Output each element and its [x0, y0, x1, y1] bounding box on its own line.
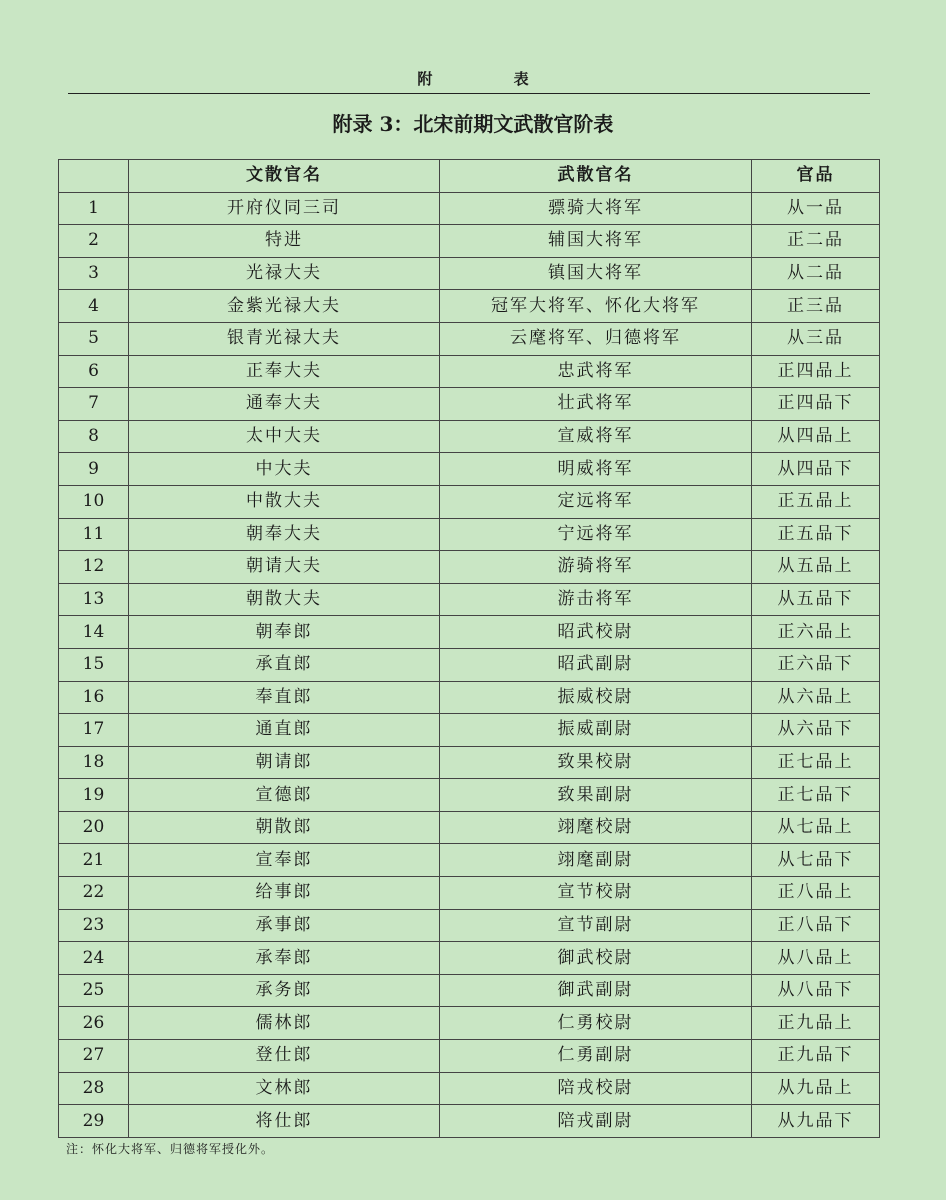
civil-title-cell: 奉直郎 [129, 681, 440, 714]
rank-cell: 从五品下 [752, 583, 880, 616]
rank-cell: 正七品下 [752, 779, 880, 812]
rank-cell: 从六品上 [752, 681, 880, 714]
table-header-row [59, 160, 880, 193]
table-row [59, 225, 880, 258]
table-row [59, 1007, 880, 1040]
table-row [59, 681, 880, 714]
table-row [59, 779, 880, 812]
civil-title-cell: 光禄大夫 [129, 257, 440, 290]
civil-title-cell: 正奉大夫 [129, 355, 440, 388]
military-title-cell: 御武校尉 [440, 942, 752, 975]
civil-title-cell: 宣奉郎 [129, 844, 440, 877]
civil-title-cell: 承奉郎 [129, 942, 440, 975]
row-index: 16 [59, 681, 129, 714]
civil-title-cell: 特进 [129, 225, 440, 258]
table-row [59, 453, 880, 486]
table-row [59, 290, 880, 323]
table-row [59, 1105, 880, 1138]
table-row [59, 518, 880, 551]
row-index: 19 [59, 779, 129, 812]
civil-title-cell: 银青光禄大夫 [129, 322, 440, 355]
civil-title-cell: 给事郎 [129, 877, 440, 910]
rank-cell: 正四品下 [752, 388, 880, 421]
row-index: 29 [59, 1105, 129, 1138]
civil-title-cell: 宣德郎 [129, 779, 440, 812]
table-row [59, 355, 880, 388]
military-title-cell: 翊麾校尉 [440, 811, 752, 844]
rank-cell: 从七品下 [752, 844, 880, 877]
military-title-cell: 明威将军 [440, 453, 752, 486]
row-index: 17 [59, 714, 129, 747]
rank-cell: 正三品 [752, 290, 880, 323]
row-index: 8 [59, 420, 129, 453]
military-title-cell: 忠武将军 [440, 355, 752, 388]
header-rule [68, 93, 870, 94]
row-index: 15 [59, 648, 129, 681]
table-row [59, 811, 880, 844]
military-title-cell: 致果副尉 [440, 779, 752, 812]
rank-cell: 从三品 [752, 322, 880, 355]
military-title-cell: 壮武将军 [440, 388, 752, 421]
military-title-cell: 翊麾副尉 [440, 844, 752, 877]
row-index: 21 [59, 844, 129, 877]
rank-cell: 从四品上 [752, 420, 880, 453]
rank-cell: 从五品上 [752, 551, 880, 584]
military-title-cell: 仁勇副尉 [440, 1040, 752, 1073]
table-row [59, 583, 880, 616]
rank-cell: 正九品下 [752, 1040, 880, 1073]
table-row [59, 192, 880, 225]
civil-title-cell: 开府仪同三司 [129, 192, 440, 225]
civil-title-cell: 朝奉郎 [129, 616, 440, 649]
table-row [59, 648, 880, 681]
rank-cell: 正五品下 [752, 518, 880, 551]
table-row [59, 485, 880, 518]
military-title-cell: 辅国大将军 [440, 225, 752, 258]
civil-title-cell: 朝散郎 [129, 811, 440, 844]
military-title-cell: 陪戎副尉 [440, 1105, 752, 1138]
header-rank: 官品 [752, 160, 880, 193]
row-index: 26 [59, 1007, 129, 1040]
page-title: 附录 3：北宋前期文武散官阶表 [332, 112, 614, 136]
civil-title-cell: 通直郎 [129, 714, 440, 747]
header-civil-title: 文散官名 [129, 160, 440, 193]
table-row [59, 1072, 880, 1105]
row-index: 9 [59, 453, 129, 486]
row-index: 25 [59, 974, 129, 1007]
rank-table [58, 159, 880, 1138]
row-index: 28 [59, 1072, 129, 1105]
table-row [59, 388, 880, 421]
civil-title-cell: 通奉大夫 [129, 388, 440, 421]
military-title-cell: 冠军大将军、怀化大将军 [440, 290, 752, 323]
table-row [59, 909, 880, 942]
row-index: 11 [59, 518, 129, 551]
military-title-cell: 定远将军 [440, 485, 752, 518]
row-index: 5 [59, 322, 129, 355]
civil-title-cell: 朝奉大夫 [129, 518, 440, 551]
military-title-cell: 昭武副尉 [440, 648, 752, 681]
table-row [59, 714, 880, 747]
civil-title-cell: 文林郎 [129, 1072, 440, 1105]
row-index: 2 [59, 225, 129, 258]
civil-title-cell: 中散大夫 [129, 485, 440, 518]
civil-title-cell: 朝散大夫 [129, 583, 440, 616]
military-title-cell: 宣节副尉 [440, 909, 752, 942]
table-row [59, 974, 880, 1007]
rank-cell: 从七品上 [752, 811, 880, 844]
military-title-cell: 游击将军 [440, 583, 752, 616]
row-index: 10 [59, 485, 129, 518]
table-row [59, 616, 880, 649]
rank-cell: 从九品下 [752, 1105, 880, 1138]
civil-title-cell: 将仕郎 [129, 1105, 440, 1138]
row-index: 14 [59, 616, 129, 649]
military-title-cell: 御武副尉 [440, 974, 752, 1007]
rank-cell: 从八品下 [752, 974, 880, 1007]
table-row [59, 942, 880, 975]
running-head: 附 表 [417, 70, 567, 88]
table-row [59, 844, 880, 877]
row-index: 24 [59, 942, 129, 975]
rank-cell: 从一品 [752, 192, 880, 225]
header-index [59, 160, 129, 193]
rank-cell: 正七品上 [752, 746, 880, 779]
rank-cell: 从六品下 [752, 714, 880, 747]
military-title-cell: 致果校尉 [440, 746, 752, 779]
military-title-cell: 振威副尉 [440, 714, 752, 747]
rank-cell: 正五品上 [752, 485, 880, 518]
civil-title-cell: 金紫光禄大夫 [129, 290, 440, 323]
row-index: 20 [59, 811, 129, 844]
rank-cell: 正九品上 [752, 1007, 880, 1040]
header-military-title: 武散官名 [440, 160, 752, 193]
row-index: 22 [59, 877, 129, 910]
civil-title-cell: 太中大夫 [129, 420, 440, 453]
row-index: 13 [59, 583, 129, 616]
military-title-cell: 云麾将军、归德将军 [440, 322, 752, 355]
civil-title-cell: 中大夫 [129, 453, 440, 486]
civil-title-cell: 儒林郎 [129, 1007, 440, 1040]
rank-cell: 正六品下 [752, 648, 880, 681]
rank-cell: 从二品 [752, 257, 880, 290]
row-index: 6 [59, 355, 129, 388]
military-title-cell: 仁勇校尉 [440, 1007, 752, 1040]
civil-title-cell: 承事郎 [129, 909, 440, 942]
footnote: 注：怀化大将军、归德将军授化外。 [66, 1142, 275, 1156]
rank-cell: 正四品上 [752, 355, 880, 388]
row-index: 4 [59, 290, 129, 323]
row-index: 3 [59, 257, 129, 290]
military-title-cell: 镇国大将军 [440, 257, 752, 290]
civil-title-cell: 登仕郎 [129, 1040, 440, 1073]
civil-title-cell: 朝请郎 [129, 746, 440, 779]
table-row [59, 551, 880, 584]
military-title-cell: 骠骑大将军 [440, 192, 752, 225]
rank-cell: 正八品上 [752, 877, 880, 910]
table-row [59, 877, 880, 910]
row-index: 23 [59, 909, 129, 942]
military-title-cell: 昭武校尉 [440, 616, 752, 649]
row-index: 27 [59, 1040, 129, 1073]
row-index: 12 [59, 551, 129, 584]
table-row [59, 420, 880, 453]
rank-cell: 从四品下 [752, 453, 880, 486]
civil-title-cell: 朝请大夫 [129, 551, 440, 584]
table-row [59, 322, 880, 355]
military-title-cell: 游骑将军 [440, 551, 752, 584]
civil-title-cell: 承务郎 [129, 974, 440, 1007]
rank-cell: 从八品上 [752, 942, 880, 975]
military-title-cell: 宁远将军 [440, 518, 752, 551]
civil-title-cell: 承直郎 [129, 648, 440, 681]
military-title-cell: 宣威将军 [440, 420, 752, 453]
military-title-cell: 振威校尉 [440, 681, 752, 714]
rank-cell: 正二品 [752, 225, 880, 258]
rank-cell: 正八品下 [752, 909, 880, 942]
table-row [59, 257, 880, 290]
row-index: 7 [59, 388, 129, 421]
table-row [59, 1040, 880, 1073]
row-index: 1 [59, 192, 129, 225]
rank-cell: 从九品上 [752, 1072, 880, 1105]
table-body [59, 192, 880, 1137]
row-index: 18 [59, 746, 129, 779]
table-row [59, 746, 880, 779]
rank-cell: 正六品上 [752, 616, 880, 649]
military-title-cell: 陪戎校尉 [440, 1072, 752, 1105]
military-title-cell: 宣节校尉 [440, 877, 752, 910]
